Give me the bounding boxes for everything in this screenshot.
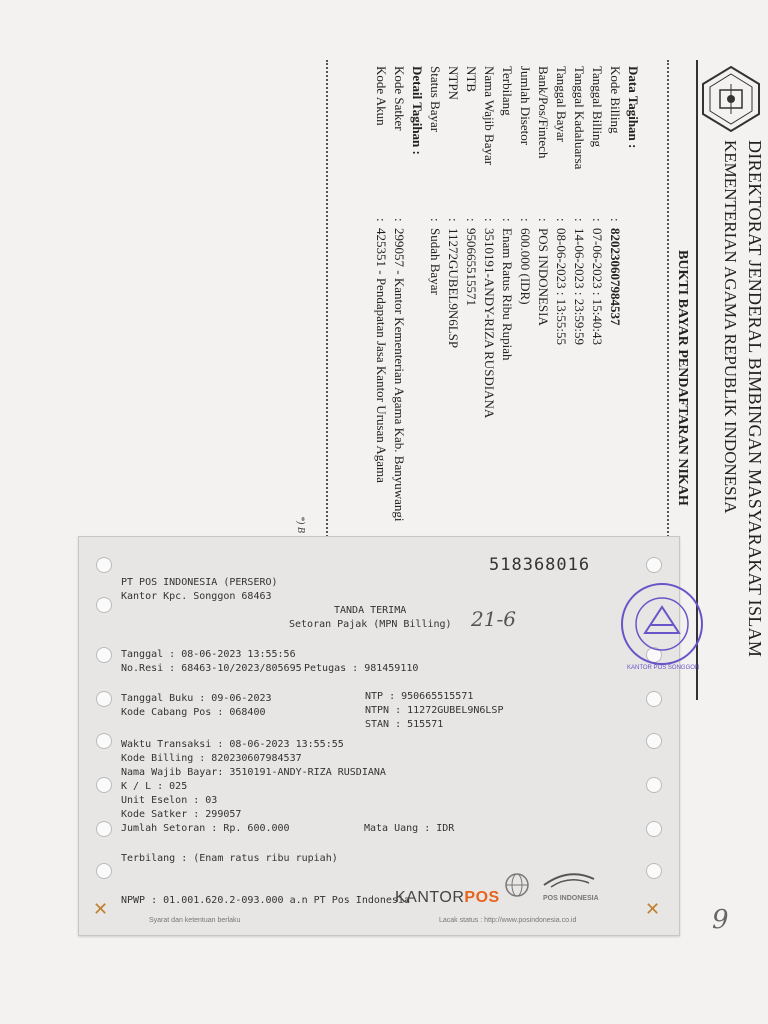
waktu-transaksi: Waktu Transaksi : 08-06-2023 13:55:55 xyxy=(121,739,344,750)
handwritten-note: 21-6 xyxy=(471,607,516,631)
receipt-subtitle: Setoran Pajak (MPN Billing) xyxy=(289,619,452,630)
brand-prefix: KANTOR xyxy=(395,889,465,906)
pos-receipt xyxy=(78,536,700,936)
billing-row-label: NTB xyxy=(464,66,479,92)
org-line-1: DIREKTORAT JENDERAL BIMBINGAN MASYARAKAT ISLAM xyxy=(745,140,765,658)
billing-row-value: POS INDONESIA xyxy=(536,228,551,326)
billing-row-label: Terbilang xyxy=(500,66,515,116)
billing-row-label: Tanggal Billing xyxy=(590,66,605,148)
billing-row-colon: : xyxy=(536,218,551,222)
section-data-tagihan: Data Tagihan : xyxy=(626,66,641,149)
billing-row-colon: : xyxy=(464,218,479,222)
footer-tracking: Lacak status : http://www.posindonesia.co.id xyxy=(439,917,577,924)
billing-row-value: 3510191-ANDY-RIZA RUSDIANA xyxy=(482,228,497,419)
billing-row-label: Tanggal Bayar xyxy=(554,66,569,142)
perforation-hole xyxy=(96,821,112,837)
billing-row-label: Kode Billing xyxy=(608,66,623,134)
billing-row-label: Nama Wajib Bayar xyxy=(482,66,497,166)
section-detail-tagihan: Detail Tagihan : xyxy=(410,66,425,155)
pos-indonesia-logo-icon xyxy=(539,867,599,891)
billing-row-colon: : xyxy=(590,218,605,222)
billing-row-value: 08-06-2023 : 13:55:55 xyxy=(554,228,569,345)
perforation-hole xyxy=(646,777,662,793)
perforation-hole xyxy=(96,647,112,663)
tanggal: Tanggal : 08-06-2023 13:55:56 xyxy=(121,649,296,660)
detail-row-label: Kode Satker xyxy=(392,66,407,131)
perforation-hole xyxy=(646,557,662,573)
company-name: PT POS INDONESIA (PERSERO) xyxy=(121,577,278,588)
billing-row-value: 11272GUBEL9N6LSP xyxy=(446,228,461,349)
ntp: NTP : 950665515571 xyxy=(365,691,474,702)
billing-row-value: 820230607984537 xyxy=(608,228,623,326)
unit-eselon: Unit Eselon : 03 xyxy=(121,795,218,806)
office-name: Kantor Kpc. Songgon 68463 xyxy=(121,591,272,602)
no-resi: No.Resi : 68463-10/2023/805695 xyxy=(121,663,302,674)
stan: STAN : 515571 xyxy=(365,719,444,730)
perforation-hole xyxy=(646,863,662,879)
billing-row-label: Tanggal Kadaluarsa xyxy=(572,66,587,170)
dotted-divider-2 xyxy=(326,60,328,540)
billing-row-value: 14-06-2023 : 23:59:59 xyxy=(572,228,587,345)
billing-row-colon: : xyxy=(572,218,587,222)
billing-row-colon: : xyxy=(608,218,623,222)
stamp-text: KANTOR POS SONGGON xyxy=(627,665,700,671)
pos-indonesia-text: POS INDONESIA xyxy=(543,895,599,902)
kode-satker: Kode Satker : 299057 xyxy=(121,809,242,820)
org-line-2: KEMENTERIAN AGAMA REPUBLIK INDONESIA xyxy=(721,140,740,514)
ministry-logo-icon xyxy=(700,64,762,134)
terbilang: Terbilang : (Enam ratus ribu rupiah) xyxy=(121,853,338,864)
corner-mark-icon: ✕ xyxy=(645,899,661,920)
billing-row-value: 600.000 (IDR) xyxy=(518,228,533,305)
mata-uang: Mata Uang : IDR xyxy=(364,823,455,834)
stamp-emblem-icon xyxy=(623,585,701,663)
kl: K / L : 025 xyxy=(121,781,188,792)
billing-row-colon: : xyxy=(500,218,515,222)
kantorpos-brand xyxy=(395,889,500,907)
dotted-divider xyxy=(667,60,669,540)
detail-row-value: 425351 - Pendapatan Jasa Kantor Urusan Agama xyxy=(374,228,389,483)
billing-row-value: 950665515571 xyxy=(464,228,479,306)
detail-row-colon: : xyxy=(392,218,407,222)
doc-title: BUKTI BAYAR PENDAFTARAN NIKAH xyxy=(675,250,690,506)
ntpn: NTPN : 11272GUBEL9N6LSP xyxy=(365,705,504,716)
perforation-hole xyxy=(96,733,112,749)
billing-row-value: 07-06-2023 : 15:40:43 xyxy=(590,228,605,345)
perforation-hole xyxy=(646,691,662,707)
footnote: *) B xyxy=(295,516,306,533)
kode-cabang: Kode Cabang Pos : 068400 xyxy=(121,707,266,718)
receipt-serial: 518368016 xyxy=(489,555,591,575)
billing-row-colon: : xyxy=(482,218,497,222)
perforation-hole xyxy=(646,733,662,749)
perforation-hole xyxy=(646,821,662,837)
tanggal-buku: Tanggal Buku : 09-06-2023 xyxy=(121,693,272,704)
billing-row-colon: : xyxy=(518,218,533,222)
perforation-hole xyxy=(96,777,112,793)
perforation-hole xyxy=(96,691,112,707)
billing-row-label: Status Bayar xyxy=(428,66,443,133)
billing-row-colon: : xyxy=(428,218,443,222)
detail-row-label: Kode Akun xyxy=(374,66,389,126)
kode-billing: Kode Billing : 820230607984537 xyxy=(121,753,302,764)
petugas: Petugas : 981459110 xyxy=(304,663,419,674)
detail-row-colon: : xyxy=(374,218,389,222)
perforation-hole xyxy=(96,557,112,573)
corner-mark-icon: ✕ xyxy=(93,899,109,920)
detail-row-value: 299057 - Kantor Kementerian Agama Kab. Banyuwangi xyxy=(392,228,407,522)
jumlah-setoran: Jumlah Setoran : Rp. 600.000 xyxy=(121,823,290,834)
perforation-hole xyxy=(96,597,112,613)
billing-row-label: NTPN xyxy=(446,66,461,100)
billing-row-colon: : xyxy=(446,218,461,222)
brand-suffix: POS xyxy=(464,889,500,906)
receipt-title: TANDA TERIMA xyxy=(334,605,407,616)
globe-icon xyxy=(503,871,531,899)
post-office-stamp xyxy=(621,583,703,665)
billing-row-label: Jumlah Disetor xyxy=(518,66,533,146)
nama-wajib-bayar: Nama Wajib Bayar: 3510191-ANDY-RIZA RUSDIANA xyxy=(121,767,386,778)
billing-row-colon: : xyxy=(554,218,569,222)
billing-row-label: Bank/Pos/Fintech xyxy=(536,66,551,159)
billing-row-value: Enam Ratus Ribu Rupiah xyxy=(500,228,515,361)
npwp: NPWP : 01.001.620.2-093.000 a.n PT Pos Indonesia xyxy=(121,895,410,906)
footer-terms: Syarat dan ketentuan berlaku xyxy=(149,917,241,924)
page-number: 9 xyxy=(712,905,729,935)
billing-row-value: Sudah Bayar xyxy=(428,228,443,295)
perforation-hole xyxy=(96,863,112,879)
